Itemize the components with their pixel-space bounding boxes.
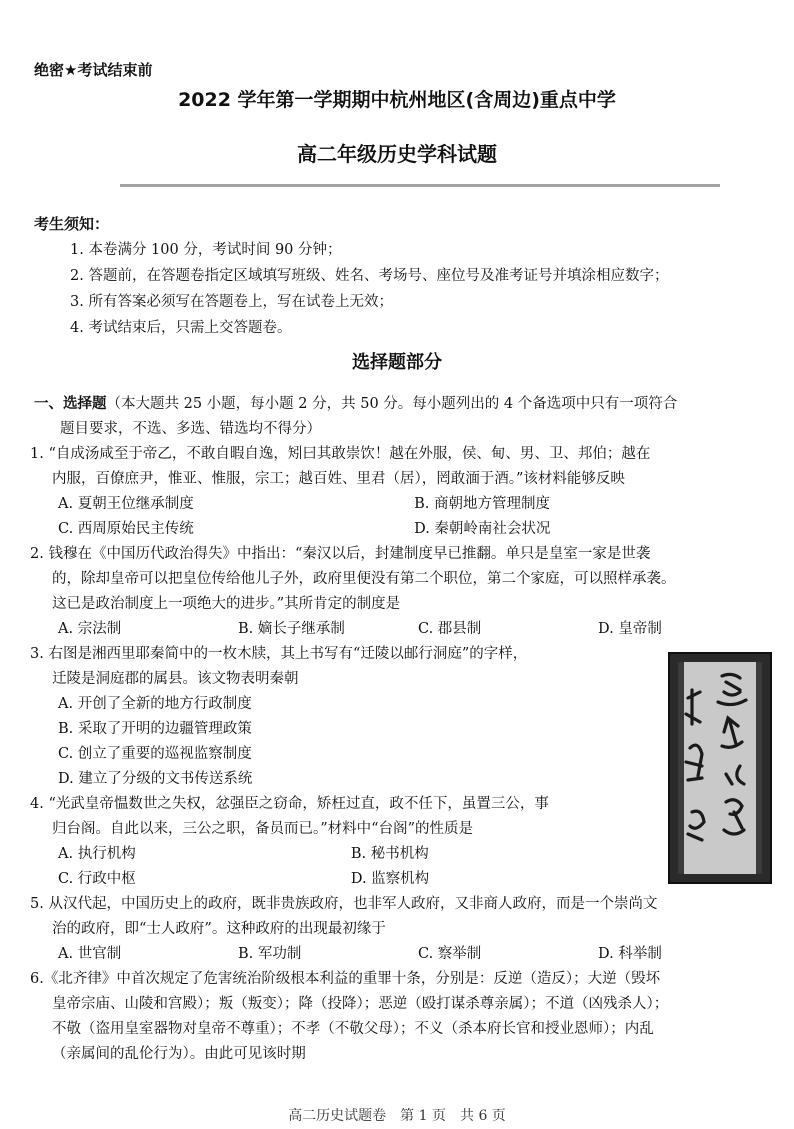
exam-title: 2022 学年第一学期期中杭州地区(含周边)重点中学 (178, 89, 616, 111)
question-3 (30, 642, 660, 792)
question-6 (30, 967, 790, 1067)
option-b[interactable]: B. 商朝地方管理制度 (414, 496, 550, 512)
option-d[interactable]: D. 秦朝岭南社会状况 (414, 521, 551, 537)
question-text: 3. 右图是湘西里耶秦简中的一枚木牍，其上书写有“迁陵以邮行洞庭”的字样， (30, 646, 528, 662)
notice-item: 2. 答题前，在答题卷指定区域填写班级、姓名、考场号、座位号及准考证号并填涂相应数字； (70, 268, 669, 284)
question-text: 4. “光武皇帝愠数世之失权，忿强臣之窃命，矫枉过直，政不任下，虽置三公，事 (30, 796, 549, 812)
notice-list (70, 238, 790, 342)
question-text: （亲属间的乱伦行为）。由此可见该时期 (52, 1046, 306, 1062)
blurred-line (120, 178, 720, 188)
question-2 (30, 542, 790, 642)
option-b[interactable]: B. 军功制 (238, 946, 302, 962)
part-instructions (34, 392, 794, 442)
option-c[interactable]: C. 郡县制 (418, 621, 482, 637)
question-text: 迁陵是洞庭郡的属县。该文物表明秦朝 (52, 671, 299, 687)
part-text: 题目要求，不选、多选、错选均不得分） (60, 421, 321, 437)
question-1 (30, 442, 790, 542)
option-c[interactable]: C. 创立了重要的巡视监察制度 (58, 746, 252, 762)
question-text: 1. “自成汤咸至于帝乙，不敢自暇自逸，矧曰其敢崇饮！越在外服，侯、甸、男、卫、邦伯；越在 (30, 446, 651, 462)
part-label: 一、选择题 (34, 396, 107, 412)
question-text: 不敬（盗用皇室器物对皇帝不尊重）；不孝（不敬父母）；不义（杀本府长官和授业恩师）；内乱 (52, 1021, 654, 1037)
option-d[interactable]: D. 科举制 (598, 946, 662, 962)
notice-item: 4. 考试结束后，只需上交答题卷。 (70, 320, 292, 336)
page-footer: 高二历史试题卷 第 1 页 共 6 页 (288, 1108, 506, 1124)
option-d[interactable]: D. 建立了分级的文书传送系统 (58, 771, 253, 787)
section-title: 选择题部分 (352, 352, 442, 373)
question-text: 这已是政治制度上一项绝大的进步。”其所肯定的制度是 (52, 596, 401, 612)
part-text: （本大题共 25 小题，每小题 2 分，共 50 分。每小题列出的 4 个备选项中只有一项符合 (106, 396, 678, 412)
option-a[interactable]: A. 世官制 (58, 946, 122, 962)
option-a[interactable]: A. 宗法制 (58, 621, 122, 637)
option-b[interactable]: B. 采取了开明的边疆管理政策 (58, 721, 252, 737)
qin-wooden-slip-image (668, 652, 772, 884)
question-4 (30, 792, 660, 892)
question-text: 治的政府，即“士人政府”。这种政府的出现最初缘于 (52, 921, 386, 937)
option-d[interactable]: D. 监察机构 (350, 871, 430, 887)
question-text: 5. 从汉代起，中国历史上的政府，既非贵族政府，也非军人政府，又非商人政府，而是一个崇尚文 (30, 896, 658, 912)
option-d[interactable]: D. 皇帝制 (598, 621, 662, 637)
option-c[interactable]: C. 察举制 (418, 946, 482, 962)
option-b[interactable]: B. 秘书机构 (350, 846, 429, 862)
option-c[interactable]: C. 行政中枢 (58, 871, 136, 887)
question-text: 2. 钱穆在《中国历代政治得失》中指出：“秦汉以后，封建制度早已推翻。单只是皇室一家是世袭 (30, 546, 651, 562)
exam-subtitle: 高二年级历史学科试题 (297, 142, 497, 166)
question-text: 内服，百僚庶尹，惟亚、惟服，宗工；越百姓、里君（居），罔敢湎于酒。”该材料能够反映 (52, 471, 625, 487)
notice-heading: 考生须知： (34, 215, 110, 233)
question-text: 归台阁。自此以来，三公之职，备员而已。”材料中“台阁”的性质是 (52, 821, 473, 837)
question-text: 皇帝宗庙、山陵和宫殿）；叛（叛变）；降（投降）；恶逆（殴打谋杀尊亲属）；不道（凶残杀人）； (52, 996, 669, 1012)
question-5 (30, 892, 790, 967)
option-c[interactable]: C. 西周原始民主传统 (58, 521, 194, 537)
question-text: 的，除却皇帝可以把皇位传给他儿子外，政府里便没有第二个职位，第二个家庭，可以照样承袭。 (52, 571, 676, 587)
notice-item: 1. 本卷满分 100 分，考试时间 90 分钟； (70, 242, 342, 258)
option-b[interactable]: B. 嫡长子继承制 (238, 621, 345, 637)
option-a[interactable]: A. 夏朝王位继承制度 (58, 496, 194, 512)
option-a[interactable]: A. 执行机构 (58, 846, 136, 862)
option-a[interactable]: A. 开创了全新的地方行政制度 (58, 696, 252, 712)
confidential-mark: 绝密★考试结束前 (34, 61, 153, 79)
notice-item: 3. 所有答案必须写在答题卷上，写在试卷上无效； (70, 294, 393, 310)
slip-inscription-graphic (678, 662, 762, 874)
question-text: 6.《北齐律》中首次规定了危害统治阶级根本利益的重罪十条，分别是：反逆（造反）；大逆（毁坏 (30, 971, 661, 987)
